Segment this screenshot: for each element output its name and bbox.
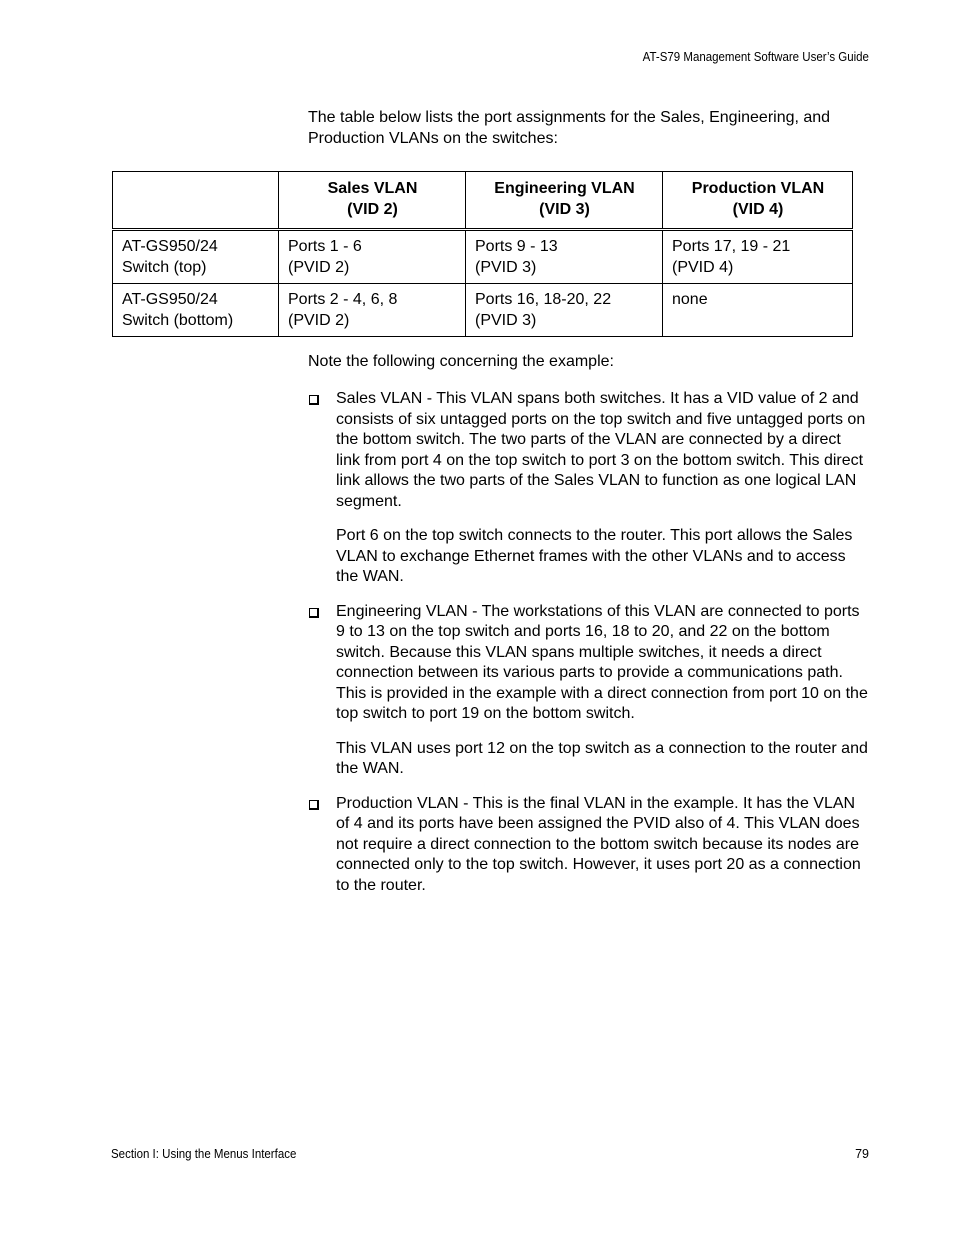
table-header-sales-vlan: Sales VLAN (VID 2) xyxy=(279,172,466,230)
bullet-text: Engineering VLAN - The workstations of this VLAN are connected to ports 9 to 13 on the top switch and ports 16, 18 to 20, and 22 on the bottom switch. Because this VLAN spans multiple switches, it needs a direct connection between its various parts to provide a communications path. This is provided in the example with a direct connection from port 10 on the top switch to port 19 on the bottom switch. xyxy=(336,602,868,722)
bullet-text: Sales VLAN - This VLAN spans both switches. It has a VID value of 2 and consists of six untagged ports on the top switch and five untagged ports on the bottom switch. The two parts of the VLAN are connected by a direct link from port 4 on the top switch to port 3 on the bottom switch. This direct link allows the two parts of the Sales VLAN to function as one logical LAN segment. xyxy=(336,390,866,510)
bullet-extra-paragraph: This VLAN uses port 12 on the top switch as a connection to the router and the WAN. xyxy=(336,739,868,777)
table-header-cell xyxy=(113,172,279,230)
checkbox-bullet-icon xyxy=(309,800,319,810)
intro-paragraph: The table below lists the port assignments for the Sales, Engineering, and Production VLANs on the switches: xyxy=(308,109,831,147)
vlan-port-table xyxy=(112,171,853,337)
table-row xyxy=(113,284,853,337)
list-item-sales-vlan xyxy=(308,389,868,512)
table-header-engineering-vlan: Engineering VLAN (VID 3) xyxy=(466,172,663,230)
page-number: 79 xyxy=(855,1147,869,1161)
table-cell: none xyxy=(663,284,853,337)
table-header-production-vlan: Production VLAN (VID 4) xyxy=(663,172,853,230)
table-cell: AT-GS950/24 Switch (top) xyxy=(113,230,279,284)
bullet-text: Production VLAN - This is the final VLAN in the example. It has the VLAN of 4 and its ports have been assigned the PVID also of 4. This VLAN does not require a direct connection to the bottom switch because its nodes are connected only to the top switch. However, it uses port 20 as a connection to the router. xyxy=(336,794,861,894)
note-paragraph: Note the following concerning the example: xyxy=(308,353,614,370)
checkbox-bullet-icon xyxy=(309,608,319,618)
table-cell: Ports 17, 19 - 21 (PVID 4) xyxy=(663,230,853,284)
footer-section-title: Section I: Using the Menus Interface xyxy=(111,1147,297,1161)
list-item-production-vlan xyxy=(308,794,868,897)
table-cell: Ports 9 - 13 (PVID 3) xyxy=(466,230,663,284)
table-cell: Ports 2 - 4, 6, 8 (PVID 2) xyxy=(279,284,466,337)
running-header: AT-S79 Management Software User’s Guide xyxy=(642,50,869,64)
bullet-list xyxy=(308,389,868,910)
bullet-extra-paragraph: Port 6 on the top switch connects to the router. This port allows the Sales VLAN to exchange Ethernet frames with the other VLANs and to access the WAN. xyxy=(336,527,853,585)
table-cell: Ports 1 - 6 (PVID 2) xyxy=(279,230,466,284)
table-row xyxy=(113,230,853,284)
table-cell: Ports 16, 18-20, 22 (PVID 3) xyxy=(466,284,663,337)
table-cell: AT-GS950/24 Switch (bottom) xyxy=(113,284,279,337)
table-header-row xyxy=(113,172,853,230)
list-item-engineering-vlan xyxy=(308,602,868,725)
checkbox-bullet-icon xyxy=(309,395,319,405)
